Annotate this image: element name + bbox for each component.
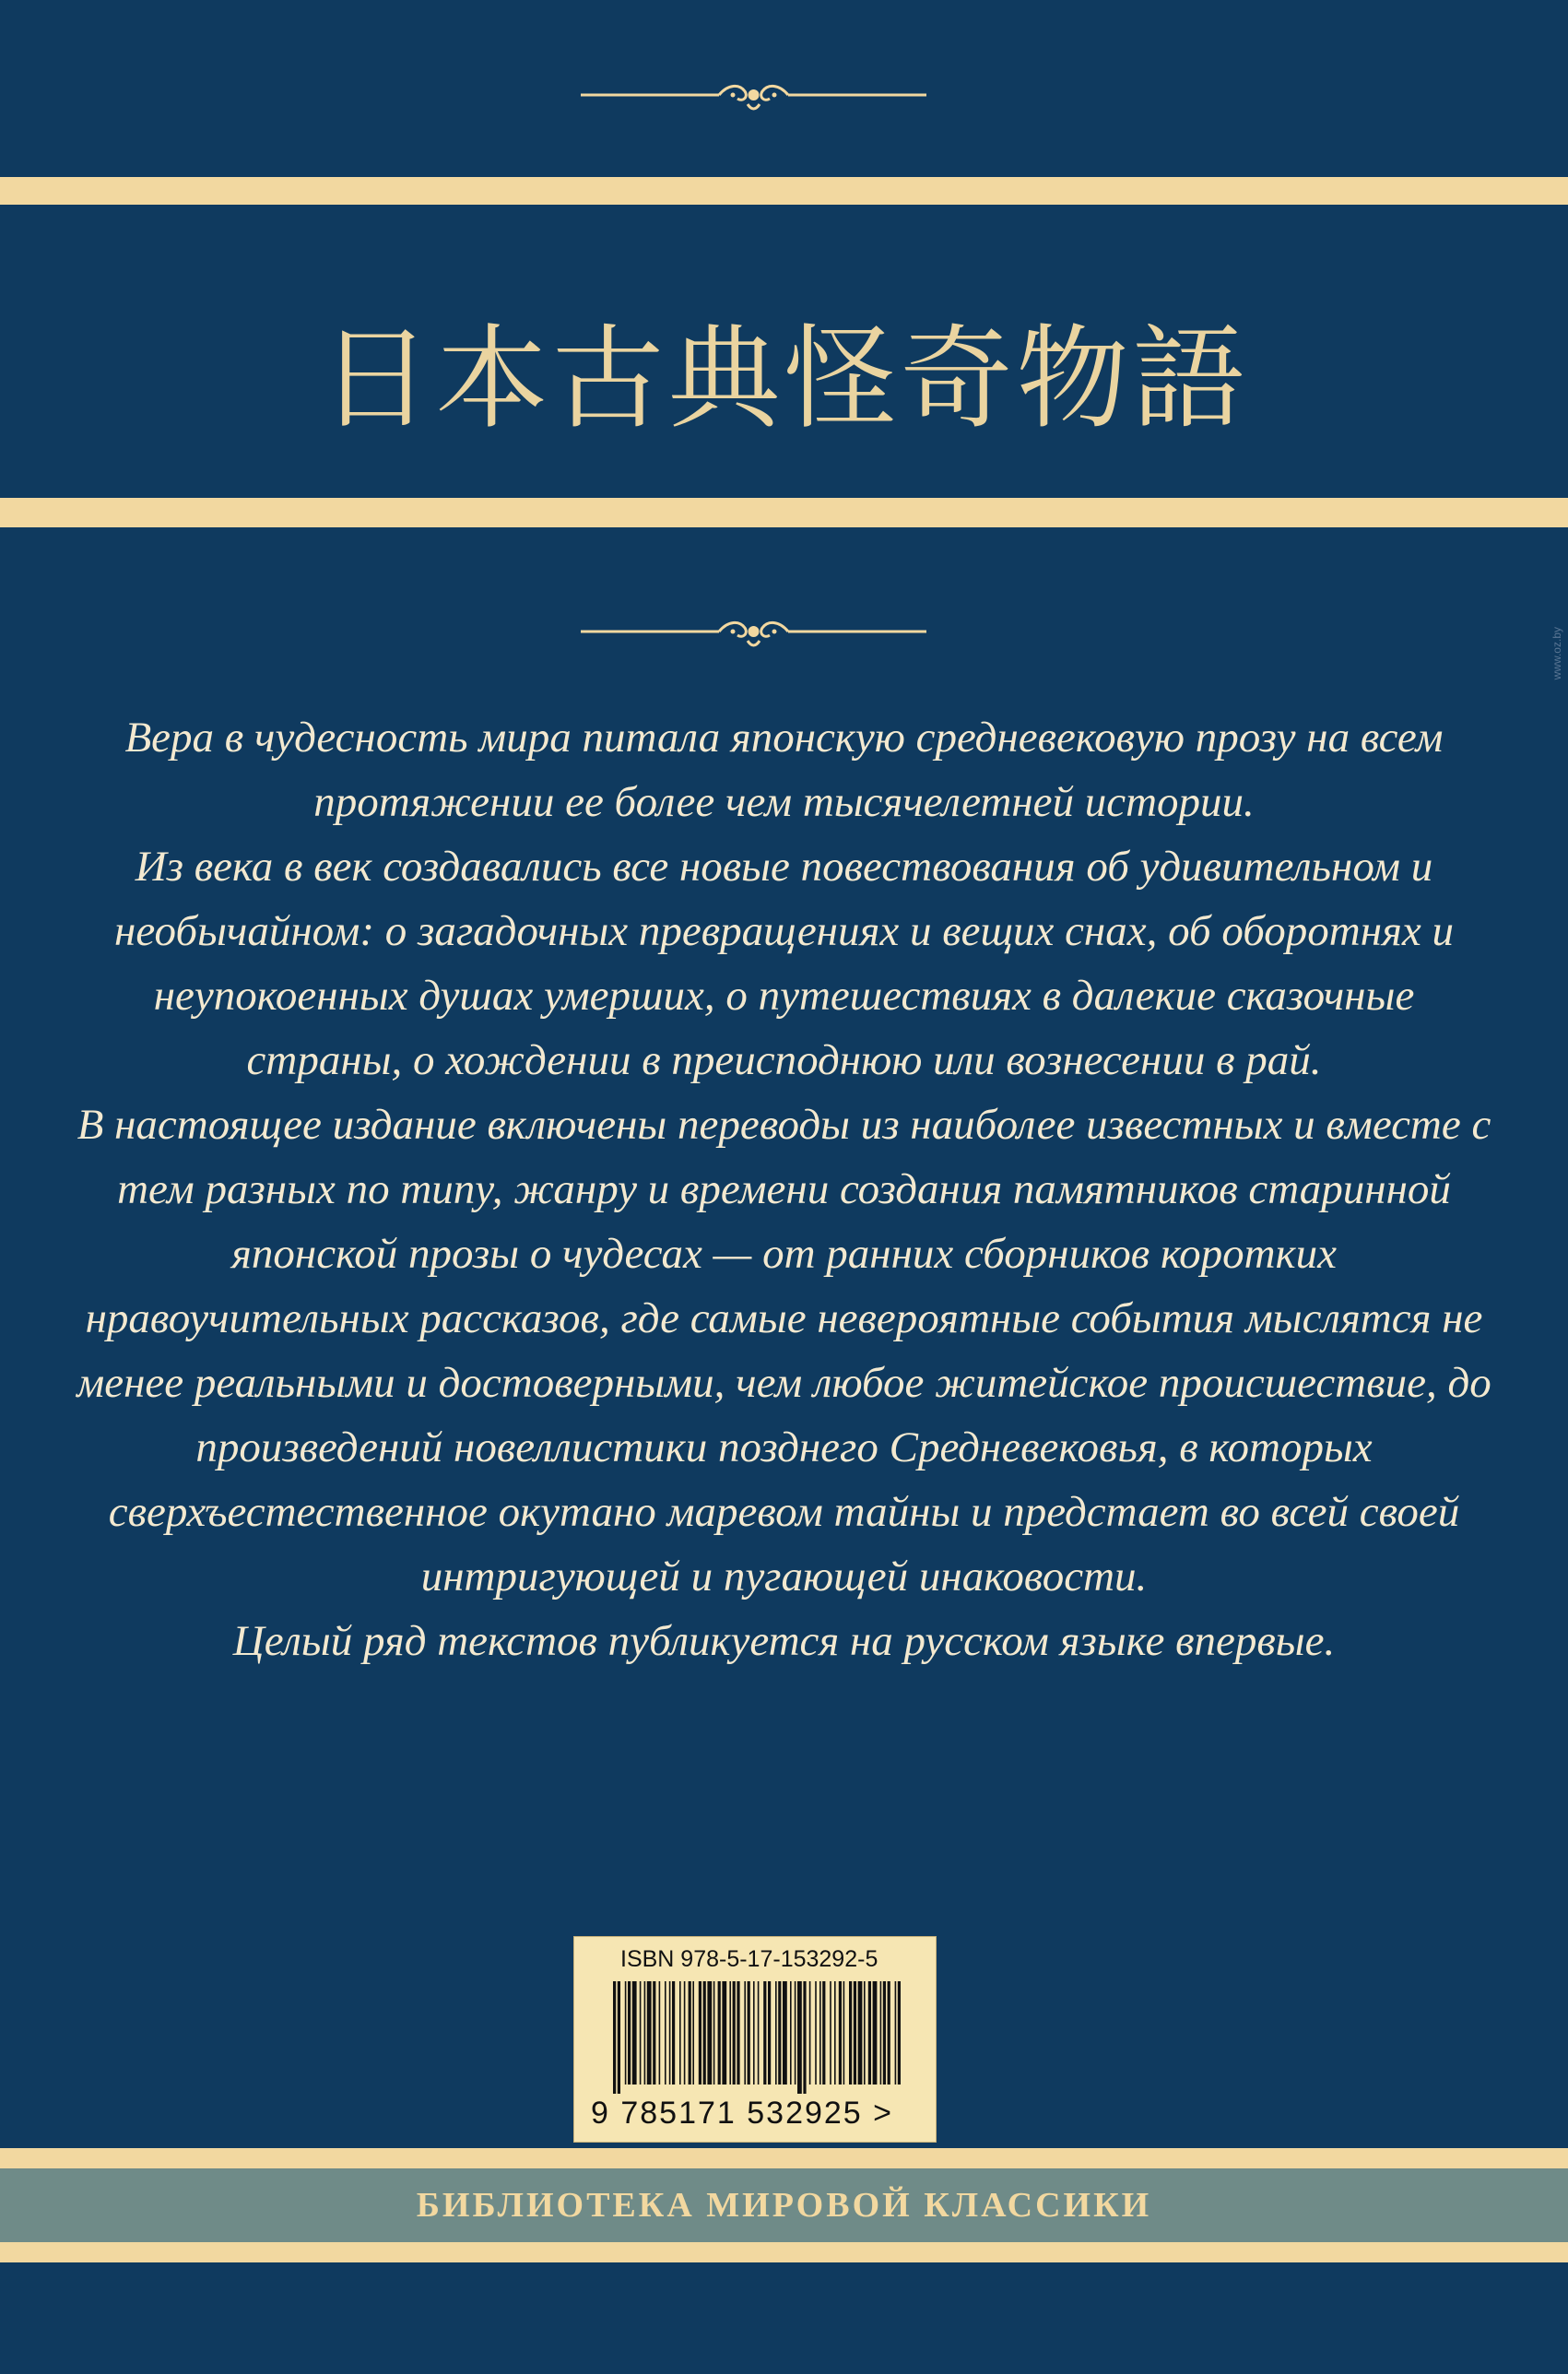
gold-band-top — [0, 177, 1568, 205]
cover-description — [74, 705, 1494, 1673]
description-paragraph: Целый ряд текстов публикуется на русском языке впервые. — [232, 1617, 1336, 1665]
isbn-label: ISBN 978-5-17-153292-5 — [620, 1946, 878, 1972]
cover-title: 日本古典怪奇物語 — [319, 313, 1249, 444]
top-ornament-icon — [581, 77, 926, 113]
gold-band-below-series — [0, 2242, 1568, 2262]
barcode-box — [573, 1936, 937, 2143]
description-paragraph: В настоящее издание включены переводы из наиболее известных и вместе с тем разных по типу, жанру и времени создания памятников старинной японской прозы о чудесах — от ранних сборников коротких нравоучительных рассказов, где самые невероятные события мыслятся не менее реальными и достоверными, чем любое житейское происшествие, до произведений новеллистики позднего Средневековья, в которых сверхъестественное окутано маревом тайны и предстает во всей своей интригующей и пугающей инаковости. — [77, 1101, 1491, 1600]
barcode-icon — [611, 1981, 906, 2094]
description-paragraph: Из века в век создавались все новые повествования об удивительном и необычайном: о загадочных превращениях и вещих снах, об оборотнях и неупокоенных душах умерших, о путешествиях в далекие сказочные страны, о хождении в преисподнюю или вознесении в рай. — [114, 843, 1454, 1084]
barcode-digits: 9 785171 532925 > — [591, 2096, 894, 2131]
gold-band-under-title — [0, 498, 1568, 527]
gold-band-above-series — [0, 2148, 1568, 2168]
watermark: www.oz.by — [1550, 627, 1563, 680]
series-name: БИБЛИОТЕКА МИРОВОЙ КЛАССИКИ — [0, 2168, 1568, 2242]
description-paragraph: Вера в чудесность мира питала японскую средневековую прозу на всем протяжении ее более чем тысячелетней истории. — [124, 714, 1444, 826]
middle-ornament-icon — [581, 613, 926, 650]
